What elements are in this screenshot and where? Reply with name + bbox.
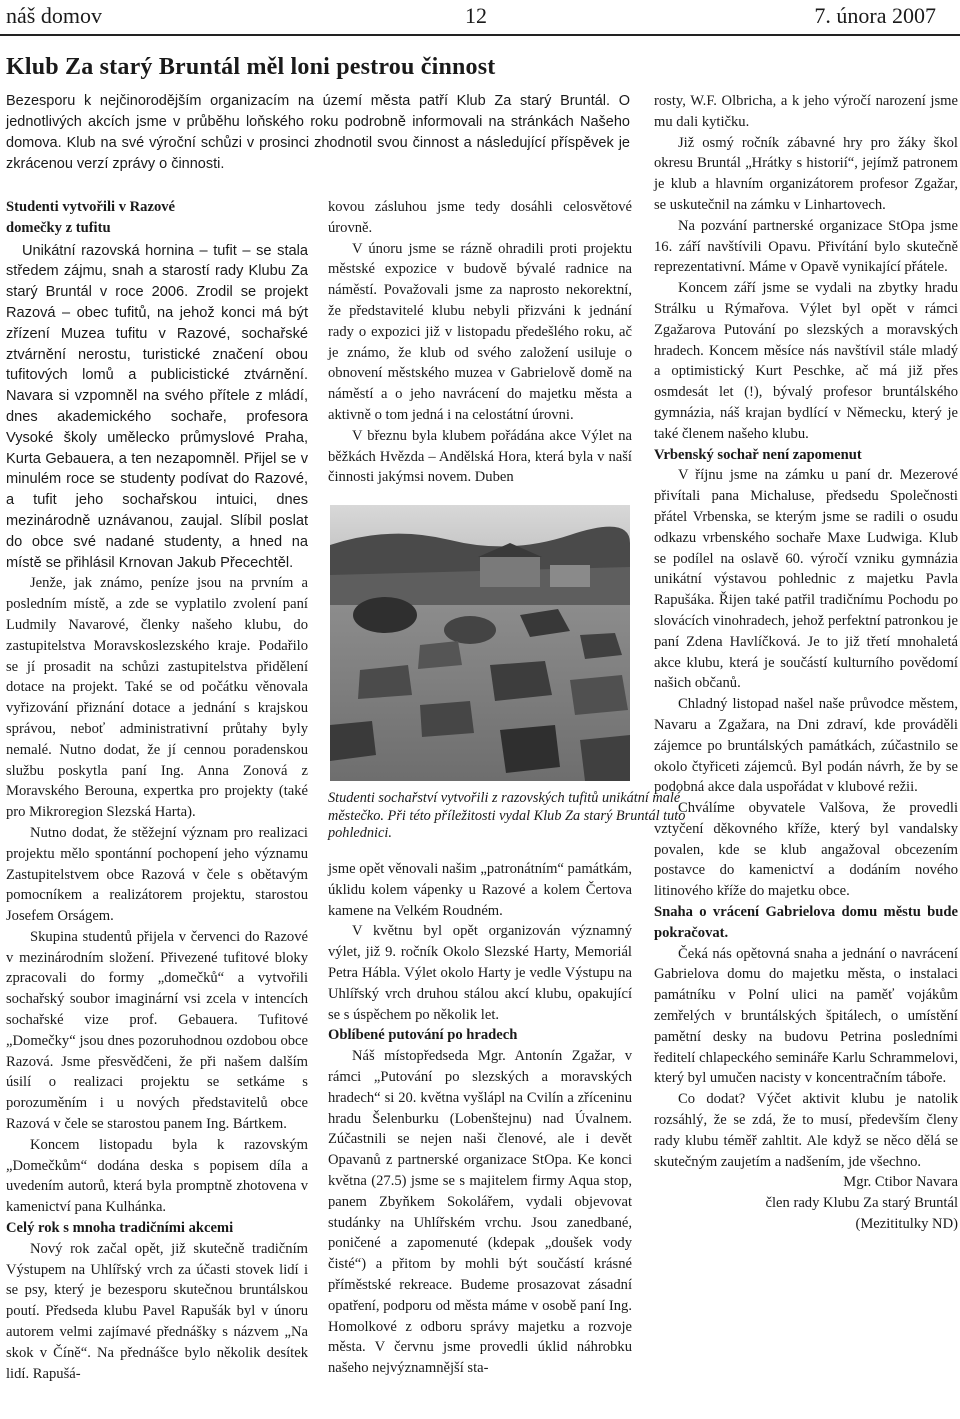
paragraph: Chválíme obyvatele Valšova, že provedli vztyčení děkovného kříže, který byl vandalsky povalen, kde se klub angažoval obcezením postavce do kamenictví a dodáním nového litinového kříže do majetku obce.: [654, 800, 958, 900]
paragraph-text: Zrodil se projekt Razová – obec tufitů, na jehož konci má být zřízení Muzea tufitu v Razové, sochařské ztvárnění nerostu, turistické značení obou tufitových lomů a publicistické ztvárnění. Navara si vzpomněl na svého přítele z mládí, dnes akademického sochaře, profesora Vysoké školy umělecko průmyslové Praha, Kurta Gebauera, a ten nezapomněl. Přijel se v minulém roce se studenty podívat do Razové, a tufit jeho sochařskou intuici, dnes mezinárodně uznávanou, zaujal. Slíbil poslat do obce své nadané studenty, a hned na místě se přihlásil Krnovan Jakub Přecechtěl.: [6, 284, 309, 571]
subheading-razova-1: Studenti vytvořili v Razové: [6, 199, 176, 215]
paragraph: Koncem listopadu byla k razovským „Domečkům“ dodána deska s popisem díla a uvedením autorů, která byla promptně zhotovena v kamenictví pana Kulhánka.: [6, 1136, 308, 1216]
paragraph: Čeká nás opětovná snaha a jednání o navrácení Gabrielova domu do majetku města, o instalaci památníku v Polní ulici na paměť vojákům zemřelých v bruntálských špitálech, o umístění pamětní desky na budovu Petrina posledními ředitelí chlapeckého semináře Karlu Schrammelovi, který byl umučen nacisty v koncentračním táboře.: [654, 945, 958, 1087]
paragraph: Již osmý ročník zábavné hry pro žáky škol okresu Bruntál „Hrátky s historií“, jejímž patronem je klub a hlavním organizátorem profesor Zgažar, se uskutečnil na zámku v Linhartovech.: [654, 134, 958, 213]
header-page-number: 12: [465, 3, 487, 28]
subheading-events: Celý rok s mnoha tradičními akcemi: [6, 1220, 234, 1237]
page-header: [0, 0, 960, 34]
lead-text: Unikátní razovská hornina – tufit – se stala středem zájmu, snah a starostí rady Klubu Za starý Bruntál v roce 2006.: [6, 242, 308, 301]
column-1: [6, 197, 308, 1384]
photo-image: [330, 505, 630, 781]
paragraph: kovou zásluhou jsme tedy dosáhli celosvětové úrovně.: [328, 199, 632, 236]
header-rule: [0, 34, 960, 36]
article-intro: Bezesporu k nejčinorodějším organizacím na území města patří Klub Za starý Bruntál. O jednotlivých akcích jsme v průběhu loňského roku podrobně informovali na stránkách Našeho domova. Klub na své výroční schůzi v prosinci zhodnotil svou činnost a následující příspěvek je zkrácenou verzí zprávy o činnosti.: [6, 93, 630, 172]
paragraph: V květnu byl opět organizován významný výlet, již 9. ročník Okolo Slezské Harty, Memoriál Petra Hábla. Výlet okolo Harty je vedle Výstupu na Uhlířský vrch druhou stálou akcí klubu, opakující se s úspěchem po několik let.: [328, 923, 632, 1023]
paragraph: [6, 241, 308, 574]
paragraph: V říjnu jsme na zámku u paní dr. Mezerové přivítali pana Michaluse, předsedu Společnosti přátel Vrbenska, se kterým jsme se radili o osudu odkazu vrbenského sochaře Maxe Ludwiga. Klub se podílel na oslavě 60. výročí vzniku gymnázia unikátní výstavou pohlednic z majetku Pavla Rapušáka. Řijen také patřil tradičnímu Pochodu po slovácích vinohradech, jehož perfektní patronkou je paní Zdena Havlíčková. Je to již třetí mnohaletá akce klubu, která je součástí kulturního povědomí našich občanů.: [654, 467, 958, 692]
article-title: Klub Za starý Bruntál měl loni pestrou činnost: [6, 54, 496, 80]
subheading-sculptor: Vrbenský sochař není zapomenut: [654, 446, 862, 463]
paragraph: Chladný listopad našel naše průvodce městem, Navaru a Zgažara, na Dni zdraví, kde prováděli zájemce po bruntálských památkách, zúčastnilo se okolo čtyřiceti zájemců. Byl podán návrh, že by se podobná akce dala uspořádat v klubové režii.: [654, 696, 958, 796]
paragraph: V únoru jsme se rázně ohradili proti projektu městské expozice v budově bývalé radnice na náměstí. Považovali jsme za naprosto nekorektní, že představitelé klubu nebyli přizváni k jednání rady o expozici již v listopadu předešlého roku, ač je známo, že klub od svého založení usiluje o obnovení městského muzea v Gabrielově domě na náměstí a o jeho navrácení do majetku města a aktivně o tom jedná i na celostátní úrovni.: [328, 240, 632, 423]
paragraph: Nutno dodat, že stěžejní význam pro realizaci projektu mělo spontánní pochopení jeho významu Zastupitelstvem obce Razová v čele s obětavým pomocníkem a realizátorem projektu, starostou Josefem Orságem.: [6, 824, 308, 925]
paragraph: V březnu byla klubem pořádána akce Výlet na běžkách Hvězda – Andělská Hora, která byla v naší činnosti jakýmsi novem. Duben: [328, 427, 632, 486]
photo-tufit-houses: [330, 505, 630, 781]
photo-caption: Studenti sochařství vytvořili z razovských tufitů unikátní malé městečko. Při této příležitosti vydal Klub Za starý Bruntál tuto pohlednici.: [328, 790, 686, 841]
paragraph: Jenže, jak známo, peníze jsou na prvním a posledním místě, a zde se vyplatilo zvolení paní Ludmily Navarové, členky našeho klubu, do zastupitelstva Moravskoslezského kraje. Podařilo se jí prosadit na schůzi zastupitelstva přidělení dotace na projekt. Také se od počátku věnovala vyřizování přiznání dotace a jednání s krajskou správou, neboť administrativní průtahy byly nemalé. Nutno dodat, že jí cennou poradenskou službu poskytla paní Ing. Anna Zonová z Moravského Berouna, expertka pro projekty (také pro Mikroregion Slezská Harta).: [6, 575, 308, 821]
paragraph: jsme opět věnovali našim „patronátním“ památkám, úklidu kolem vápenky u Razové a kolem Čertova kamene na Velkém Roudném.: [328, 861, 632, 919]
paragraph: Co dodat? Výčet aktivit klubu je natolik rozsáhlý, že se zdá, že to musí, především členy rady klubu téměř zahltit. Ale když se něco dělá se skutečným zaujetím a nadšením, jde všechno.: [654, 1091, 958, 1170]
header-publication: náš domov: [6, 3, 102, 28]
subheading-razova-2: domečky z tufitu: [6, 219, 111, 236]
signature-role: člen rady Klubu Za starý Bruntál: [765, 1195, 958, 1212]
paragraph: Skupina studentů přijela v červenci do Razové v mezinárodním složení. Přivezené tufitové bloky zpracovali do formy „domečků“ a vytvořili sochařský soubor imaginární vsi zcela v intencích sochařské vize prof. Gebauera. Tufitové „Domečky“ jsou dnes pozoruhodnou ozdobou obce Razová. Jsme přesvědčeni, že při našem dalším úsilí o realizaci projektu se setkáme s porozuměním i u nových představitelů obce Razová v čele se starostou panem Ing. Bártkem.: [6, 928, 308, 1133]
header-date: 7. února 2007: [814, 3, 936, 28]
column-3: [654, 91, 958, 1235]
subheading-castles: Oblíbené putování po hradech: [328, 1027, 518, 1044]
paragraph: Nový rok začal opět, již skutečně tradičním Výstupem na Uhlířský vrch za účasti stovek lidí i se psy, který je bezesporu skutečnou bruntálskou poutí. Předseda klubu Pavel Rapušák byl v únoru autorem velmi zajímavé přednášky s názvem „Na skok v Číně“. Na přednášce bylo několik desítek lidí. Rapušá-: [6, 1240, 308, 1382]
column-2-top: [328, 197, 632, 488]
paragraph: rosty, W.F. Olbricha, a k jeho výročí narození jsme mu dali kytičku.: [654, 93, 958, 130]
paragraph: Náš místopředseda Mgr. Antonín Zgažar, v rámci „Putování po slezských a moravských hradech“ si 20. května vyšlápl na Cvilín a zříceninu hradu Šelenburku (Lobenštejnu) nad Úvalnem. Zúčastnili se nejen naši členové, ale i devět Opavanů z partnerské organizace StOpa. Ke konci května (27.5) jsme se s majitelem firmy Aqua stop, panem Zbyňkem Sokolářem, vydali objevovat studánky na Uhlířském vrchu. Jsou zanedbané, poničené a zapomenuté (kdepak „doušek vody čisté“) a přitom by mohli být součástí krásné příměstské rekreace. Budeme prosazovat zásadní opatření, podporu od města máme v osobě paní Ing. Homolkové z odboru správy majetku a rozvoje města. V červnu jsme provedli úklid náhrobku našeho nejvýznamnější sta-: [328, 1048, 632, 1377]
signature-name: Mgr. Ctibor Navara: [843, 1174, 958, 1191]
subheading-gabriel-house: Snaha o vrácení Gabrielova domu městu bude pokračovat.: [654, 904, 958, 941]
paragraph: Na pozvání partnerské organizace StOpa jsme 16. září navštívili Opavu. Přivítání bylo skutečně reprezentativní. Máme v Opavě vynikající přátele.: [654, 217, 958, 276]
column-2-bottom: [328, 859, 632, 1379]
paragraph: Koncem září jsme se vydali na zbytky hradu Strálku u Rýmařova. Výlet byl opět v rámci Zgažarova Putování po slezských a moravských hradech. Koncem měsíce nás navštívil stále mladý a optimistický Kurt Peschke, ač má již přes osmdesát let (!), bývalý profesor bruntálského gymnázia, náš krajan bydlící v Německu, který je také členem našeho klubu.: [654, 280, 958, 442]
signature-note: (Mezititulky ND): [855, 1216, 958, 1233]
